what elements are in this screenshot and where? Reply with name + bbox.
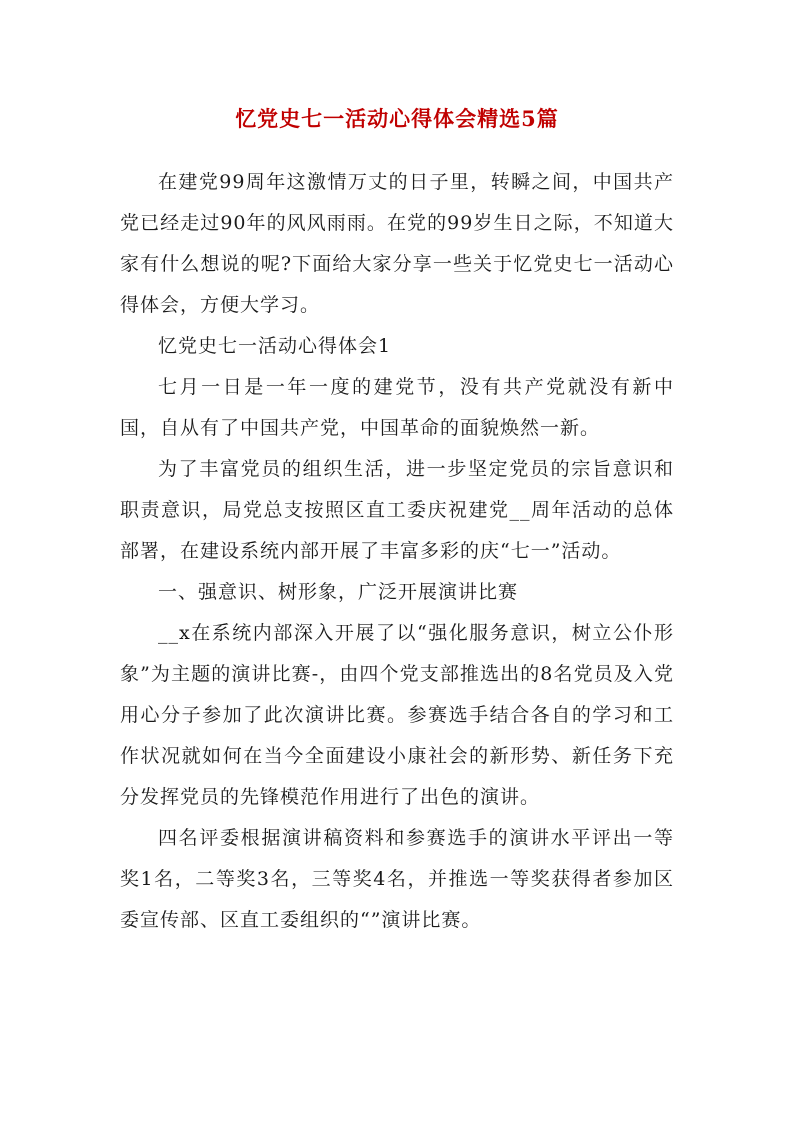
- document-title: 忆党史七一活动心得体会精选5篇: [235, 106, 559, 131]
- paragraph-intro: 在建党99周年这激情万丈的日子里，转瞬之间，中国共产党已经走过90年的风风雨雨。在党的99岁生日之际，不知道大家有什么想说的呢?下面给大家分享一些关于忆党史七一活动心得体会，方便大学习。: [120, 171, 674, 316]
- paragraph-activities: 为了丰富党员的组织生活，进一步坚定党员的宗旨意识和职责意识，局党总支按照区直工委庆祝建党__周年活动的总体部署，在建设系统内部开展了丰富多彩的庆“七一”活动。: [120, 458, 674, 562]
- paragraph-speech-contest: __x在系统内部深入开展了以“强化服务意识，树立公仆形象”为主题的演讲比赛-，由四个党支部推选出的8名党员及入党用心分子参加了此次演讲比赛。参赛选手结合各自的学习和工作状况就如何在当今全面建设小康社会的新形势、新任务下充分发挥党员的先锋模范作用进行了出色的演讲。: [120, 622, 674, 808]
- subheading-speech-contest: 一、强意识、树形象，广泛开展演讲比赛: [158, 581, 519, 603]
- paragraph-party-day: 七月一日是一年一度的建党节，没有共产党就没有新中国，自从有了中国共产党，中国革命的面貌焕然一新。: [120, 376, 674, 439]
- paragraph-judges: 四名评委根据演讲稿资料和参赛选手的演讲水平评出一等奖1名，二等奖3名，三等奖4名，并推选一等奖获得者参加区委宣传部、区直工委组织的“”演讲比赛。: [120, 827, 674, 931]
- document-page: [120, 92, 674, 941]
- section-heading-1: 忆党史七一活动心得体会1: [158, 335, 392, 357]
